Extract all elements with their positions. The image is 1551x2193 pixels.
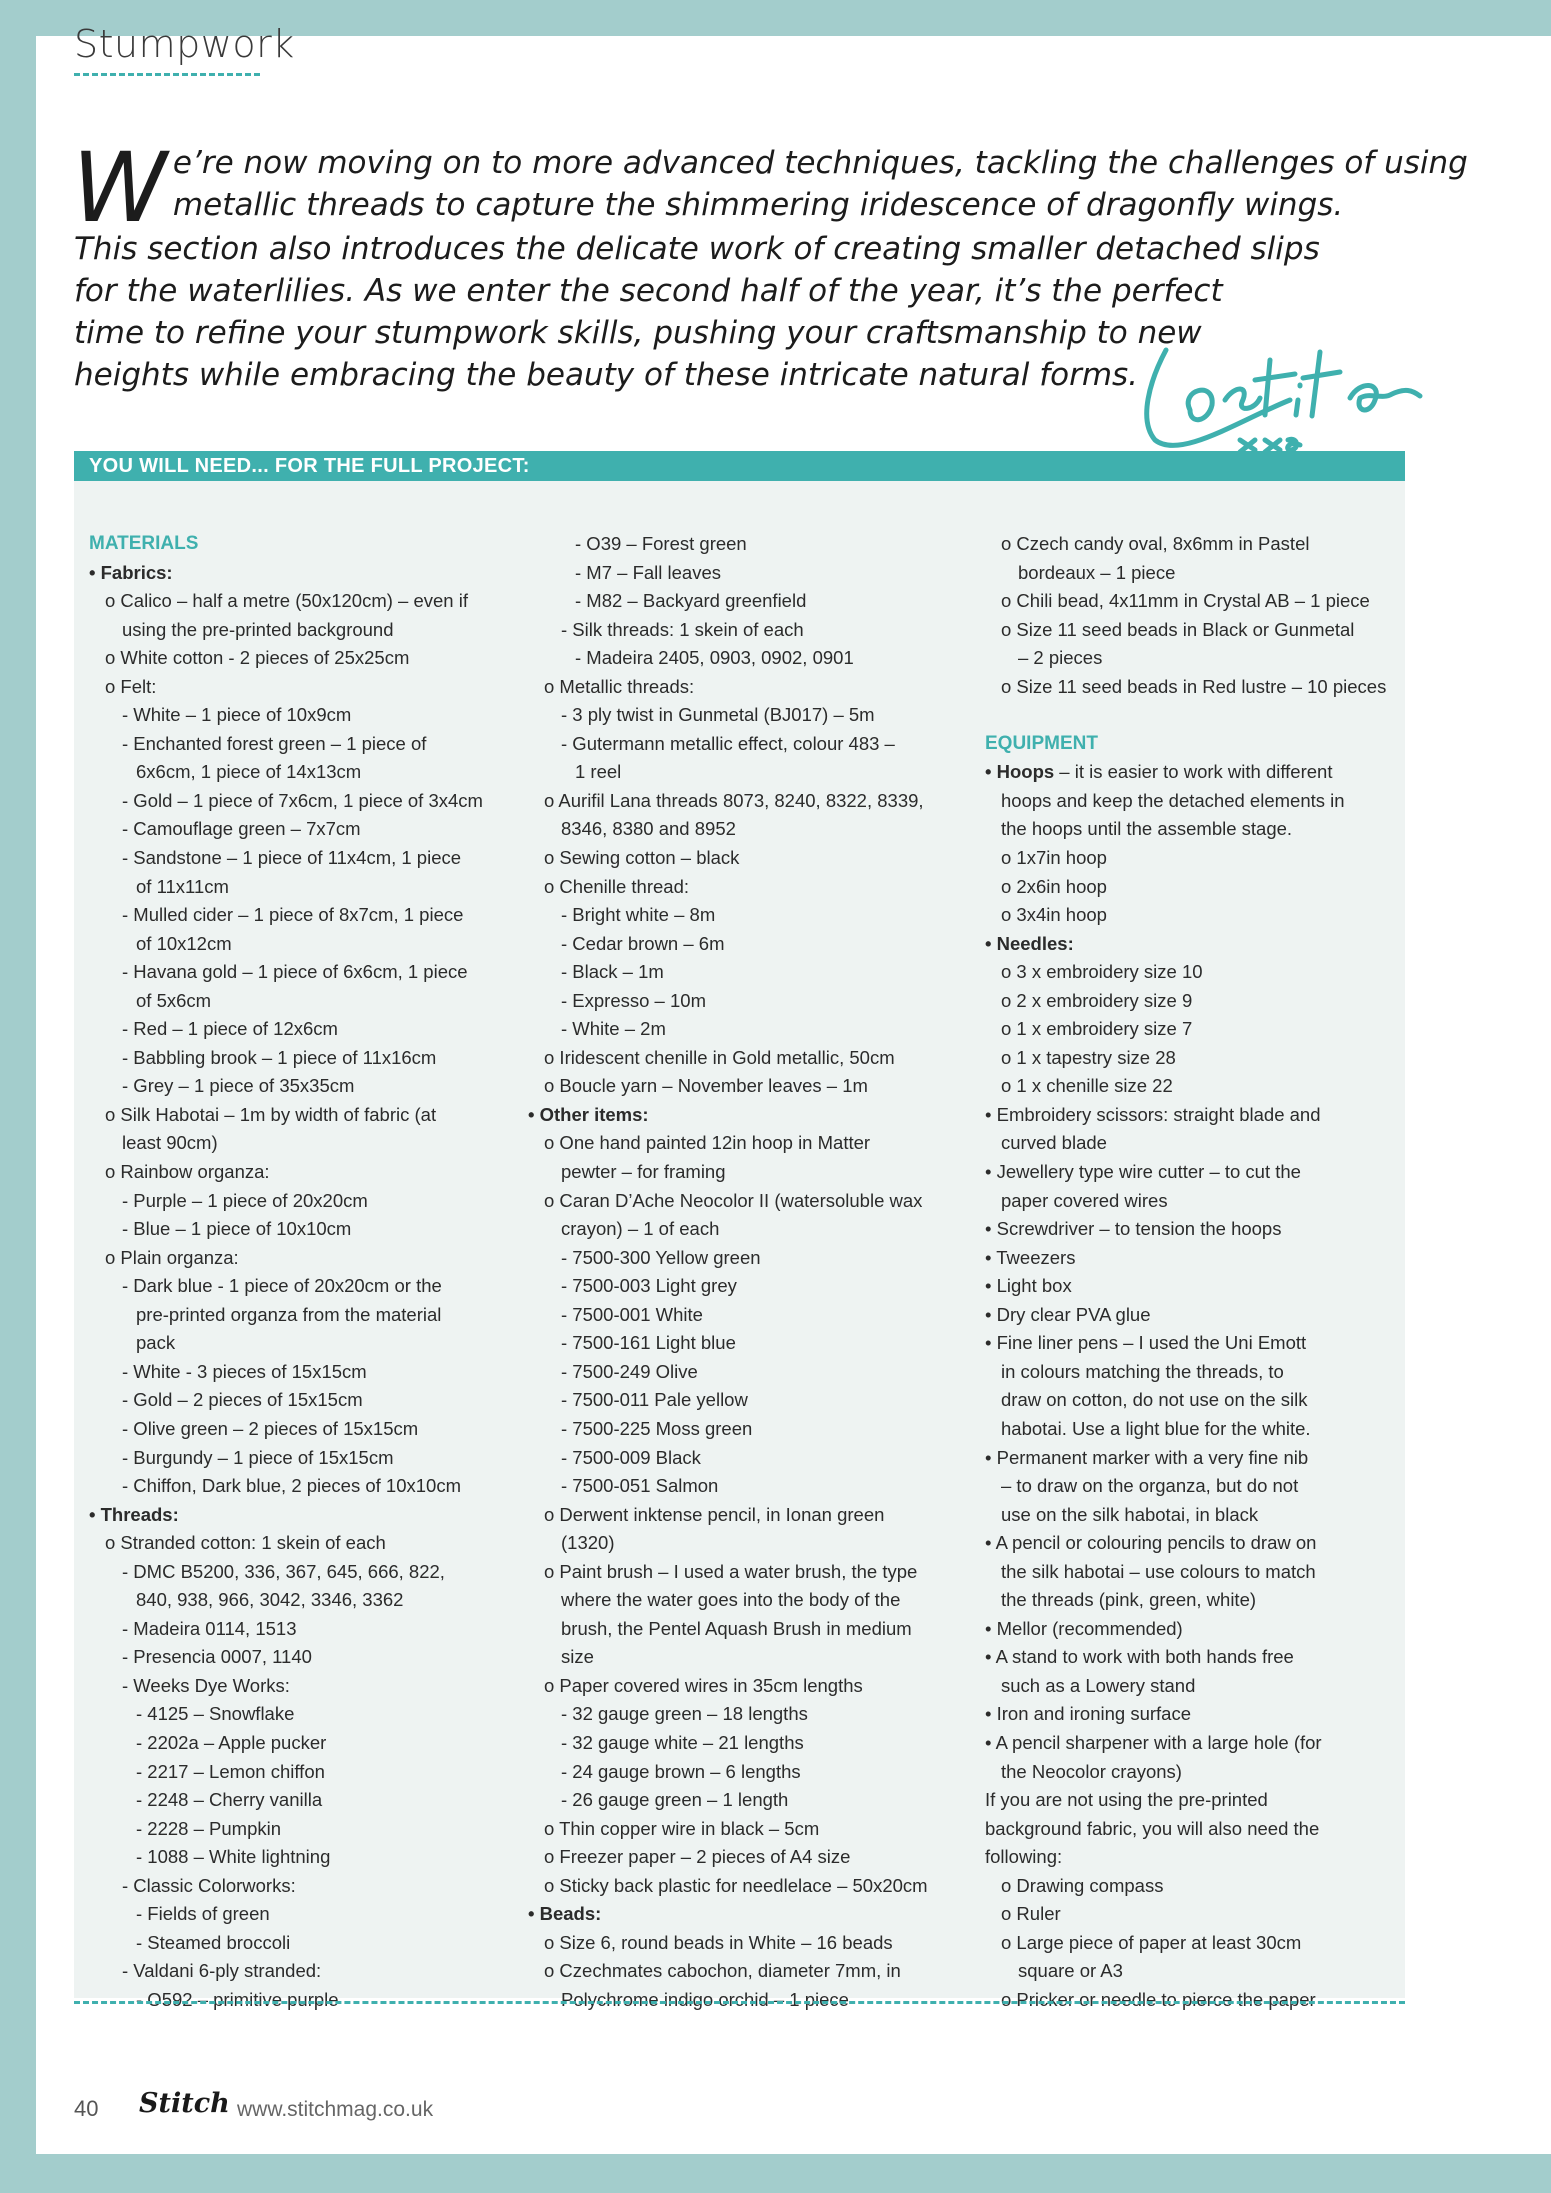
list-item: - Silk threads: 1 skein of each [561, 618, 804, 640]
list-item: o Thin copper wire in black – 5cm [544, 1817, 820, 1839]
list-item: curved blade [1001, 1132, 1107, 1154]
list-item: o One hand painted 12in hoop in Matter [544, 1132, 871, 1154]
list-item: • Mellor (recommended) [985, 1617, 1183, 1639]
list-item: - Cedar brown – 6m [561, 932, 725, 954]
list-item: - 4125 – Snowflake [136, 1703, 295, 1725]
list-item: • Tweezers [985, 1246, 1076, 1268]
requirements-header: YOU WILL NEED... FOR THE FULL PROJECT: [74, 451, 1405, 481]
requirements-column-3 [985, 530, 1405, 2014]
list-item: - Valdani 6-ply stranded: [122, 1960, 322, 1982]
list-item: • A pencil sharpener with a large hole (for [985, 1731, 1322, 1753]
list-item: - 26 gauge green – 1 length [561, 1789, 789, 1811]
list-item: - Gutermann metallic effect, colour 483 – [561, 732, 895, 754]
list-item: o Silk Habotai – 1m by width of fabric (at [105, 1103, 437, 1125]
list-item: o 3 x embroidery size 10 [1001, 961, 1203, 983]
list-item: • Beads: [528, 1903, 602, 1925]
subsection-heading: EQUIPMENT [985, 732, 1098, 754]
list-item: following: [985, 1846, 1063, 1868]
list-item: - Expresso – 10m [561, 989, 706, 1011]
list-item: o Calico – half a metre (50x120cm) – even if [105, 590, 468, 612]
intro-line: e’re now moving on to more advanced techniques, tackling the challenges of using [172, 145, 1468, 181]
list-item: - 32 gauge white – 21 lengths [561, 1731, 804, 1753]
list-item: – 2 pieces [1018, 647, 1103, 669]
requirements-column-1 [89, 530, 519, 2014]
list-item: • Needles: [985, 932, 1074, 954]
list-item: o Sewing cotton – black [544, 847, 740, 869]
list-item: - DMC B5200, 336, 367, 645, 666, 822, [122, 1560, 445, 1582]
list-item: • Other items: [528, 1103, 649, 1125]
list-item: o Freezer paper – 2 pieces of A4 size [544, 1846, 851, 1868]
list-item: o 1 x chenille size 22 [1001, 1075, 1173, 1097]
list-item: • Hoops – it is easier to work with different [985, 761, 1333, 783]
list-item: - 7500-225 Moss green [561, 1417, 753, 1439]
list-item: pewter – for framing [561, 1161, 726, 1183]
list-item: - Blue – 1 piece of 10x10cm [122, 1218, 352, 1240]
list-item: - Fields of green [136, 1903, 270, 1925]
list-item: o Caran D’Ache Neocolor II (watersoluble wax [544, 1189, 923, 1211]
list-item: • Screwdriver – to tension the hoops [985, 1218, 1282, 1240]
list-item: 8346, 8380 and 8952 [561, 818, 736, 840]
list-item: o Rainbow organza: [105, 1161, 270, 1183]
list-item: o Paint brush – I used a water brush, the type [544, 1560, 918, 1582]
list-item: • Permanent marker with a very fine nib [985, 1446, 1309, 1468]
list-item: o Czechmates cabochon, diameter 7mm, in [544, 1960, 901, 1982]
intro-line: This section also introduces the delicate work of creating smaller detached slips [74, 231, 1320, 267]
list-item: o Czech candy oval, 8x6mm in Pastel [1001, 533, 1310, 554]
list-item: the silk habotai – use colours to match [1001, 1560, 1316, 1582]
magazine-url: www.stitchmag.co.uk [237, 2098, 434, 2121]
list-item: o Pricker or needle to pierce the paper [1001, 1988, 1316, 2010]
list-item: of 5x6cm [136, 989, 212, 1011]
list-item: 1 reel [575, 761, 622, 783]
list-item: pre-printed organza from the material [136, 1303, 442, 1325]
list-item: o 1 x tapestry size 28 [1001, 1046, 1176, 1068]
list-item: - Bright white – 8m [561, 904, 716, 926]
list-item: - Enchanted forest green – 1 piece of [122, 732, 427, 754]
list-item: - Madeira 2405, 0903, 0902, 0901 [575, 647, 854, 669]
list-item: - Olive green – 2 pieces of 15x15cm [122, 1417, 419, 1439]
list-item: o Plain organza: [105, 1246, 239, 1268]
list-item: • Embroidery scissors: straight blade and [985, 1103, 1321, 1125]
intro-line: time to refine your stumpwork skills, pushing your craftsmanship to new [74, 315, 1202, 351]
section-title-underline [74, 73, 260, 76]
list-item: - Presencia 0007, 1140 [122, 1646, 312, 1668]
list-item: o 2 x embroidery size 9 [1001, 989, 1193, 1011]
list-item: brush, the Pentel Aquash Brush in medium [561, 1617, 912, 1639]
list-item: - 7500-011 Pale yellow [561, 1389, 748, 1411]
list-item: least 90cm) [122, 1132, 218, 1154]
list-item: the threads (pink, green, white) [1001, 1589, 1257, 1611]
list-item: square or A3 [1018, 1960, 1123, 1982]
list-item: o Aurifil Lana threads 8073, 8240, 8322, 8339, [544, 789, 924, 811]
list-item: where the water goes into the body of the [561, 1589, 901, 1611]
list-item: - White - 3 pieces of 15x15cm [122, 1360, 367, 1382]
list-item: - 2248 – Cherry vanilla [136, 1789, 323, 1811]
list-item: o Size 11 seed beads in Red lustre – 10 pieces [1001, 675, 1387, 697]
list-item: o 1x7in hoop [1001, 847, 1107, 869]
list-item: the Neocolor crayons) [1001, 1760, 1182, 1782]
list-item: - 2217 – Lemon chiffon [136, 1760, 325, 1782]
list-item: 840, 938, 966, 3042, 3346, 3362 [136, 1589, 404, 1611]
list-item: such as a Lowery stand [1001, 1674, 1196, 1696]
list-item: o Ruler [1001, 1903, 1061, 1925]
list-item: - 7500-249 Olive [561, 1360, 698, 1382]
list-item: o Size 6, round beads in White – 16 beads [544, 1931, 893, 1953]
list-item: - 2228 – Pumpkin [136, 1817, 282, 1839]
list-item: 6x6cm, 1 piece of 14x13cm [136, 761, 362, 783]
list-item: - Havana gold – 1 piece of 6x6cm, 1 piece [122, 961, 468, 983]
page-number: 40 [74, 2096, 99, 2121]
list-item: o 1 x embroidery size 7 [1001, 1018, 1193, 1040]
list-item: - Gold – 2 pieces of 15x15cm [122, 1389, 363, 1411]
list-item: o 3x4in hoop [1001, 904, 1107, 926]
spacer [985, 701, 1405, 730]
list-item: crayon) – 1 of each [561, 1218, 720, 1240]
list-item: – to draw on the organza, but do not [1001, 1475, 1299, 1497]
list-item: o White cotton - 2 pieces of 25x25cm [105, 647, 410, 669]
list-item: - 1088 – White lightning [136, 1846, 331, 1868]
list-item: - M7 – Fall leaves [575, 561, 721, 583]
list-item: o Large piece of paper at least 30cm [1001, 1931, 1302, 1953]
list-item: (1320) [561, 1532, 615, 1554]
list-item: • Dry clear PVA glue [985, 1303, 1151, 1325]
list-item: - 7500-003 Light grey [561, 1275, 737, 1297]
requirements-column-2 [528, 530, 988, 2014]
list-item: o Sticky back plastic for needlelace – 50x20cm [544, 1874, 928, 1896]
list-item: - Black – 1m [561, 961, 664, 983]
signature-handwritten [1120, 300, 1440, 470]
list-item: size [561, 1646, 594, 1668]
list-item: o Metallic threads: [544, 675, 695, 697]
intro-line: metallic threads to capture the shimmering iridescence of dragonfly wings. [172, 187, 1344, 223]
list-item: draw on cotton, do not use on the silk [1001, 1389, 1308, 1411]
list-item: o Boucle yarn – November leaves – 1m [544, 1075, 868, 1097]
list-item: - M82 – Backyard greenfield [575, 590, 807, 612]
list-item: - 24 gauge brown – 6 lengths [561, 1760, 801, 1782]
list-item: If you are not using the pre-printed [985, 1789, 1268, 1811]
list-item: • A pencil or colouring pencils to draw on [985, 1532, 1317, 1554]
list-item: o Paper covered wires in 35cm lengths [544, 1674, 863, 1696]
list-item: background fabric, you will also need the [985, 1817, 1320, 1839]
list-item: - White – 1 piece of 10x9cm [122, 704, 352, 726]
list-item: use on the silk habotai, in black [1001, 1503, 1259, 1525]
list-item: habotai. Use a light blue for the white. [1001, 1417, 1311, 1439]
box-bottom-rule [74, 2001, 1405, 2004]
list-item: - Gold – 1 piece of 7x6cm, 1 piece of 3x4cm [122, 789, 483, 811]
list-item: o Chenille thread: [544, 875, 690, 897]
list-item: the hoops until the assemble stage. [1001, 818, 1293, 840]
list-item: o Chili bead, 4x11mm in Crystal AB – 1 piece [1001, 590, 1370, 612]
list-item: - Mulled cider – 1 piece of 8x7cm, 1 piece [122, 904, 464, 926]
list-item: - Grey – 1 piece of 35x35cm [122, 1075, 355, 1097]
intro-line: for the waterlilies. As we enter the second half of the year, it’s the perfect [74, 273, 1223, 309]
list-item: - Camouflage green – 7x7cm [122, 818, 361, 840]
list-item: - 7500-161 Light blue [561, 1332, 736, 1354]
list-item: o Size 11 seed beads in Black or Gunmetal [1001, 618, 1355, 640]
list-item: Polychrome indigo orchid – 1 piece [561, 1988, 849, 2010]
list-item: • Jewellery type wire cutter – to cut the [985, 1161, 1301, 1183]
list-item: o Stranded cotton: 1 skein of each [105, 1532, 386, 1554]
list-item: - Weeks Dye Works: [122, 1674, 290, 1696]
magazine-logo: Stitch [139, 2088, 230, 2119]
list-item: bordeaux – 1 piece [1018, 561, 1176, 583]
list-item: - 3 ply twist in Gunmetal (BJ017) – 5m [561, 704, 875, 726]
list-item: - 7500-009 Black [561, 1446, 701, 1468]
list-item: - O39 – Forest green [575, 533, 747, 554]
list-item: - Classic Colorworks: [122, 1874, 296, 1896]
list-item: • Fine liner pens – I used the Uni Emott [985, 1332, 1307, 1354]
list-item: - Red – 1 piece of 12x6cm [122, 1018, 338, 1040]
list-item: - Sandstone – 1 piece of 11x4cm, 1 piece [122, 847, 462, 869]
list-item: - 7500-051 Salmon [561, 1475, 719, 1497]
section-title: Stumpwork [74, 22, 295, 66]
list-item: - 7500-001 White [561, 1303, 703, 1325]
list-item: - 2202a – Apple pucker [136, 1731, 327, 1753]
intro-dropcap: W [72, 132, 167, 244]
list-item: - Babbling brook – 1 piece of 11x16cm [122, 1046, 437, 1068]
list-item: • Iron and ironing surface [985, 1703, 1191, 1725]
list-item: o 2x6in hoop [1001, 875, 1107, 897]
list-item: o Felt: [105, 675, 157, 697]
list-item: using the pre-printed background [122, 618, 394, 640]
list-item: • Fabrics: [89, 561, 173, 583]
list-item: • Light box [985, 1275, 1072, 1297]
list-item: - 7500-300 Yellow green [561, 1246, 761, 1268]
list-item: - 32 gauge green – 18 lengths [561, 1703, 808, 1725]
list-item: - Purple – 1 piece of 20x20cm [122, 1189, 368, 1211]
list-item: o Iridescent chenille in Gold metallic, 50cm [544, 1046, 895, 1068]
subsection-heading: MATERIALS [89, 533, 199, 554]
list-item: of 11x11cm [136, 875, 229, 897]
list-item: - White – 2m [561, 1018, 666, 1040]
list-item: - Steamed broccoli [136, 1931, 291, 1953]
list-item: hoops and keep the detached elements in [1001, 789, 1345, 811]
list-item: paper covered wires [1001, 1189, 1168, 1211]
list-item: - Chiffon, Dark blue, 2 pieces of 10x10cm [122, 1475, 461, 1497]
list-item: - Burgundy – 1 piece of 15x15cm [122, 1446, 394, 1468]
list-item: in colours matching the threads, to [1001, 1360, 1284, 1382]
list-item: o Drawing compass [1001, 1874, 1164, 1896]
list-item: - O592 – primitive purple [136, 1988, 339, 2010]
list-item: - Dark blue - 1 piece of 20x20cm or the [122, 1275, 442, 1297]
intro-line: heights while embracing the beauty of these intricate natural forms. [74, 357, 1139, 393]
list-item: • A stand to work with both hands free [985, 1646, 1294, 1668]
list-item: pack [136, 1332, 176, 1354]
list-item: • Threads: [89, 1503, 179, 1525]
list-item: - Madeira 0114, 1513 [122, 1617, 297, 1639]
list-item: o Derwent inktense pencil, in Ionan green [544, 1503, 885, 1525]
list-item: of 10x12cm [136, 932, 232, 954]
